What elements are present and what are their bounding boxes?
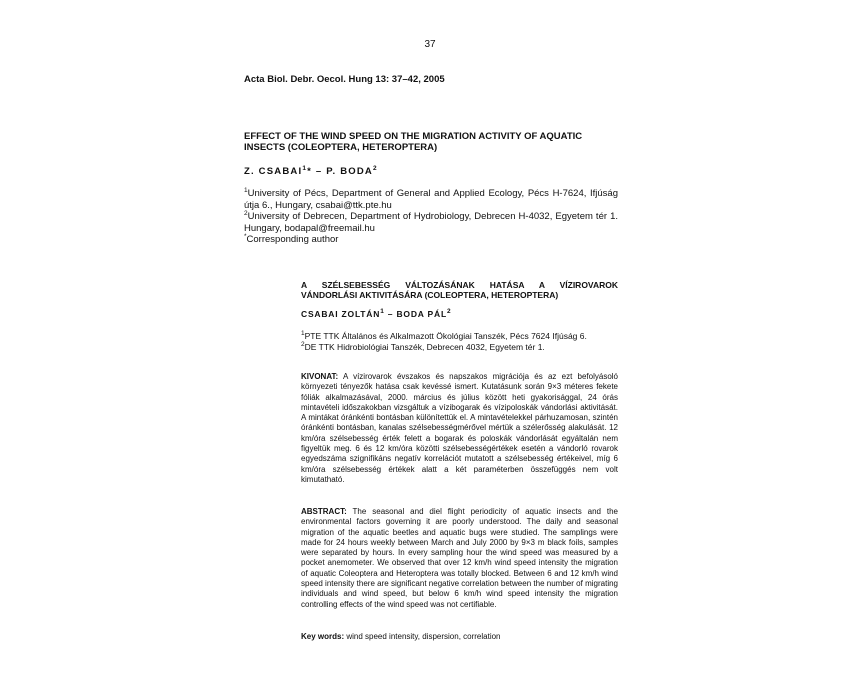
affiliation-1-mark: 1 — [244, 186, 248, 194]
hu-author-2-name: BODA PÁL — [396, 309, 447, 319]
paper-title: EFFECT OF THE WIND SPEED ON THE MIGRATION ACTIVITY OF AQUATIC INSECTS (COLEOPTERA, HETEROPTERA) — [244, 131, 583, 153]
hu-affiliation-1 — [301, 331, 618, 342]
kivonat-label: KIVONAT: — [301, 372, 339, 381]
journal-citation: Acta Biol. Debr. Oecol. Hung 13: 37–42, 2005 — [244, 74, 445, 85]
hungarian-affiliations — [301, 331, 618, 352]
keywords-text: wind speed intensity, dispersion, correlation — [344, 632, 501, 641]
hu-author-1-name: CSABAI ZOLTÁN — [301, 309, 381, 319]
hu-affiliation-1-mark: 1 — [301, 330, 305, 338]
hu-author-1-mark: 1 — [380, 308, 385, 316]
kivonat-paragraph — [301, 372, 618, 485]
hu-affiliation-1-text: PTE TTK Általános és Alkalmazott Ökológiai Tanszék, Pécs 7624 Ifjúság 6. — [304, 331, 587, 341]
hu-author-2-mark: 2 — [446, 308, 452, 316]
author-line — [244, 166, 378, 177]
hu-affiliation-2-text: DE TTK Hidrobiológiai Tanszék, Debrecen 4032, Egyetem tér 1. — [304, 341, 545, 352]
author-1-name: Z. CSABAI — [244, 166, 303, 177]
hu-affiliation-2-mark: 2 — [301, 340, 305, 348]
abstract-paragraph — [301, 507, 618, 610]
keywords-label: Key words: — [301, 632, 345, 641]
hu-affiliation-2 — [301, 342, 618, 353]
author-2-affil-mark: 2 — [372, 164, 378, 172]
author-1-affil-mark: 1 — [302, 164, 308, 172]
affiliation-2-text: University of Debrecen, Department of Hydrobiology, Debrecen H-4032, Egyetem tér 1. Hungary, bodapal@freemail.hu — [244, 211, 618, 234]
hungarian-author-line — [301, 309, 451, 319]
author-1-corr-mark: * — [307, 166, 313, 177]
corresponding-text: Corresponding author — [246, 234, 339, 246]
hungarian-title-line-2: VÁNDORLÁSI AKTIVITÁSÁRA (COLEOPTERA, HETEROPTERA) — [301, 290, 559, 300]
kivonat-text: A vízirovarok évszakos és napszakos migrációja és az ezt befolyásoló környezeti tényezők hatása csak kevéssé ismert. Kutatásunk során 9×3 méteres fekete fóliák alkalmazásával, 2000. március és július között heti gyakorisággal, 24 órás mintavételi időszakokban vizsgáltuk a vízibogarak és vízipoloskák vándorlási aktivitását. A mintákat óránkénti bontásban különítettük el. A mintavételekkel párhuzamosan, szintén óránkénti bontásban, kanalas szélsebességmérővel mértük a szélerősség alakulását. 12 km/óra szélsebesség érték felett a bogarak és poloskák vándorlását egyáltalán nem figyeltük meg. 6 és 12 km/óra közötti szélsebességértékek esetén a vándorló rovarok egyedszáma szignifikáns negatív korrelációt mutatott a szélsebesség értékeivel, míg 6 km/óra szélsebesség értékek alatt a két paraméterben összefüggés nem volt kimutatható. — [301, 372, 618, 484]
hungarian-title-line-1: A SZÉLSEBESSÉG VÁLTOZÁSÁNAK HATÁSA A VÍZIROVAROK — [301, 280, 618, 290]
author-2-name: P. BODA — [326, 166, 373, 177]
page-number: 37 — [424, 39, 436, 50]
hungarian-title — [301, 280, 618, 300]
affiliation-2-mark: 2 — [244, 210, 248, 218]
abstract-text: The seasonal and diel flight periodicity of aquatic insects and the environmental factors governing it are poorly understood. The daily and seasonal migration of the aquatic beetles and aquatic bugs were studied. The samplings were made for 24 hours weekly between March and July 2000 by 9×3 m black foils, samples were separated by hours. In every sampling hour the wind speed was measured by a pocket anemometer. We observed that over 12 km/h wind speed intensity the migration of aquatic Coleoptera and Heteroptera was totally blocked. Between 6 and 12 km/h wind speed intensity there are significant negative correlation between the number of migrating individuals and wind speed, but below 6 km/h wind speed intensity the migration controlling effects of the wind speed was not certifiable. — [301, 507, 618, 609]
corresponding-author-note — [244, 234, 618, 246]
abstract-label: ABSTRACT: — [301, 507, 347, 516]
affiliations — [244, 188, 618, 246]
hu-author-separator: – — [384, 309, 397, 319]
corresponding-mark: * — [244, 233, 247, 241]
affiliation-1-text: University of Pécs, Department of General and Applied Ecology, Pécs H-7624, Ifjúság útja 6., Hungary, csabai@ttk.pte.hu — [244, 188, 618, 211]
keywords-line — [301, 632, 618, 642]
affiliation-1 — [244, 188, 618, 211]
author-separator: – — [312, 166, 327, 177]
affiliation-2 — [244, 211, 618, 234]
